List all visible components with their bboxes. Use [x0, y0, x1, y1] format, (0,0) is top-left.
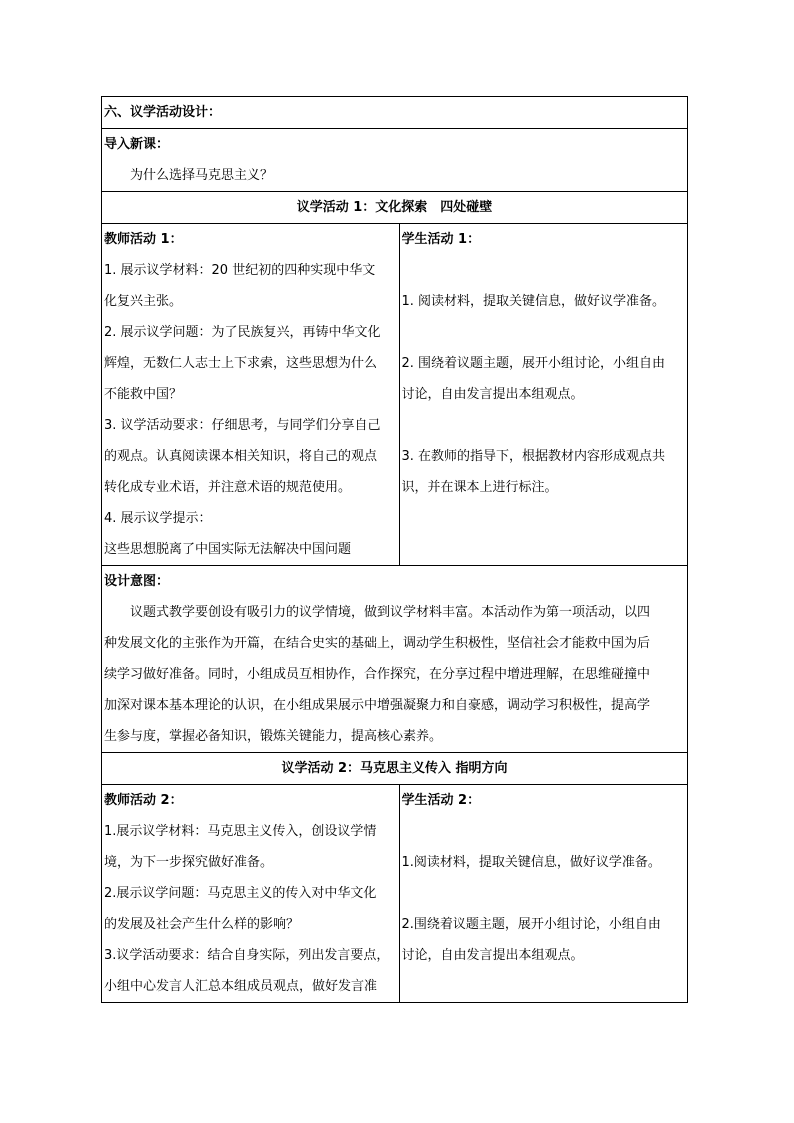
activity2-content-row — [102, 785, 688, 1003]
activity2-teacher-heading: 教师活动 2： — [104, 793, 183, 808]
activity1-student-heading: 学生活动 1： — [401, 232, 481, 247]
activity2-teacher-line: 1.展示议学材料：马克思主义传入，创设议学情 — [104, 824, 377, 839]
activity1-teacher-line: 4. 展示议学提示： — [104, 511, 212, 526]
activity2-teacher-line: 境，为下一步探究做好准备。 — [104, 855, 274, 870]
design-intent-line: 生参与度，掌握必备知识，锻炼关键能力，提高核心素养。 — [104, 729, 443, 744]
design-intent-cell — [102, 566, 688, 753]
activity1-student-line: 识，并在课本上进行标注。 — [401, 480, 558, 495]
activity1-student-line: 讨论，自由发言提出本组观点。 — [401, 387, 584, 402]
design-intent-line: 加深对课本基本理论的认识，在小组成果展示中增强凝聚力和自豪感，调动学习积极性，提高学 — [104, 698, 651, 713]
design-intent-row — [102, 566, 688, 753]
design-intent-line: 议题式教学要创设有吸引力的议学情境，做到议学材料丰富。本活动作为第一项活动，以四 — [130, 605, 651, 620]
section-title-row — [102, 97, 688, 129]
activity2-teacher-line: 的发展及社会产生什么样的影响？ — [104, 917, 300, 932]
activity1-content-row — [102, 224, 688, 566]
activity2-student-line: 讨论，自由发言提出本组观点。 — [401, 948, 584, 963]
design-intent-line: 种发展文化的主张作为开篇，在结合史实的基础上，调动学生积极性，坚信社会才能救中国为后 — [104, 636, 651, 651]
section-title: 六、议学活动设计： — [102, 97, 688, 129]
lesson-design-table — [101, 96, 688, 1003]
activity1-student-cell — [399, 224, 688, 566]
activity1-title-row — [102, 192, 688, 224]
activity1-teacher-line: 转化成专业术语，并注意术语的规范使用。 — [104, 480, 352, 495]
activity1-student-line: 3. 在教师的指导下，根据教材内容形成观点共 — [401, 449, 666, 464]
activity2-title-row — [102, 753, 688, 785]
activity2-teacher-line: 3.议学活动要求：结合自身实际，列出发言要点， — [104, 948, 390, 963]
intro-heading: 导入新课： — [104, 137, 170, 152]
activity1-teacher-line: 的观点。认真阅读课本相关知识，将自己的观点 — [104, 449, 378, 464]
activity2-student-heading: 学生活动 2： — [401, 793, 481, 808]
activity1-teacher-line: 1. 展示议学材料：20 世纪初的四种实现中华文 — [104, 263, 376, 278]
activity1-teacher-line: 不能救中国？ — [104, 387, 183, 402]
activity2-student-line: 1.阅读材料，提取关键信息，做好议学准备。 — [401, 855, 661, 870]
activity2-student-line: 2.围绕着议题主题，展开小组讨论，小组自由 — [401, 917, 661, 932]
activity1-student-line: 1. 阅读材料，提取关键信息，做好议学准备。 — [401, 294, 666, 309]
intro-question: 为什么选择马克思主义？ — [130, 168, 274, 183]
activity2-title: 议学活动 2：马克思主义传入 指明方向 — [102, 753, 688, 785]
design-intent-heading: 设计意图： — [104, 574, 170, 589]
activity1-teacher-line: 这些思想脱离了中国实际无法解决中国问题 — [104, 542, 352, 557]
activity1-teacher-line: 3. 议学活动要求：仔细思考，与同学们分享自己 — [104, 418, 381, 433]
activity1-student-line: 2. 围绕着议题主题，展开小组讨论，小组自由 — [401, 356, 666, 371]
activity2-teacher-line: 小组中心发言人汇总本组成员观点，做好发言准 — [104, 979, 378, 994]
activity2-teacher-cell — [102, 785, 400, 1003]
activity1-teacher-line: 辉煌，无数仁人志士上下求索，这些思想为什么 — [104, 356, 378, 371]
activity2-student-cell — [399, 785, 688, 1003]
intro-cell — [102, 129, 688, 192]
activity1-teacher-line: 化复兴主张。 — [104, 294, 183, 309]
activity1-title: 议学活动 1：文化探索 四处碰壁 — [102, 192, 688, 224]
intro-row — [102, 129, 688, 192]
activity2-teacher-line: 2.展示议学问题：马克思主义的传入对中华文化 — [104, 886, 377, 901]
activity1-teacher-heading: 教师活动 1： — [104, 232, 183, 247]
design-intent-line: 续学习做好准备。同时，小组成员互相协作，合作探究，在分享过程中增进理解，在思维碰撞中 — [104, 667, 651, 682]
activity1-teacher-cell — [102, 224, 400, 566]
activity1-teacher-line: 2. 展示议学问题：为了民族复兴，再铸中华文化 — [104, 325, 381, 340]
